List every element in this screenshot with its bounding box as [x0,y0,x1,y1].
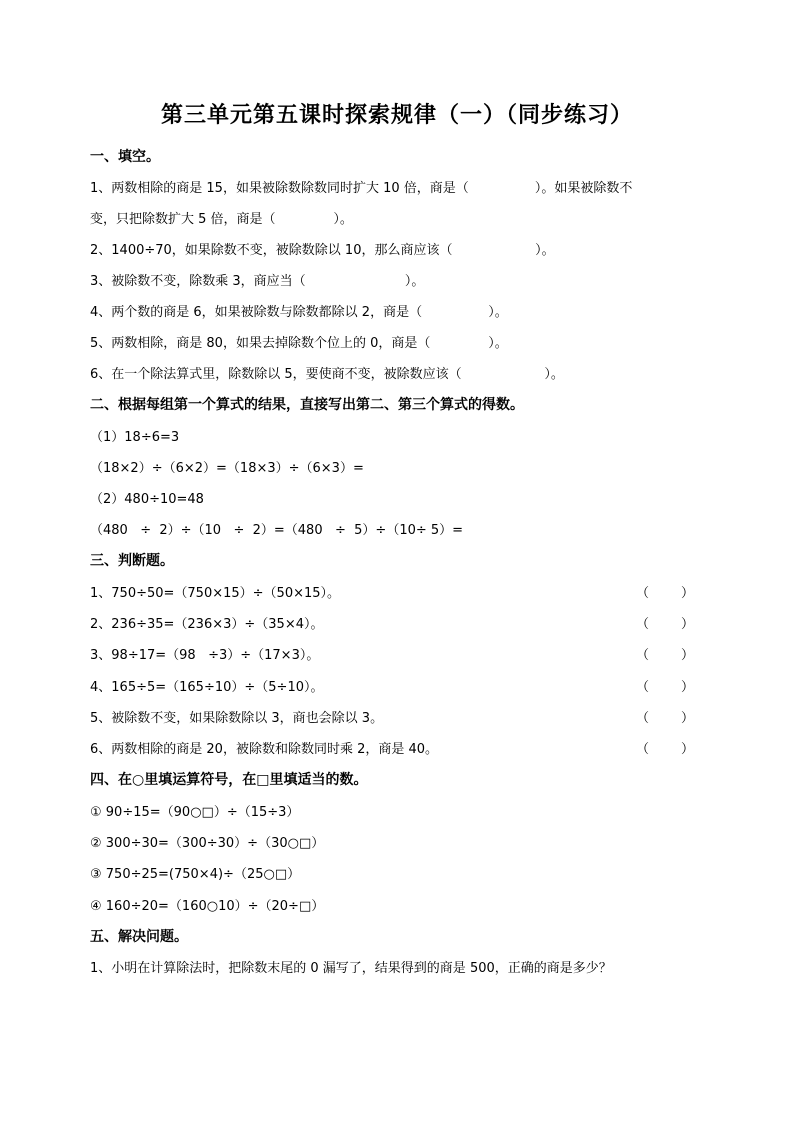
group-2-derived: （480 ÷ 2）÷（10 ÷ 2）=（480 ÷ 5）÷（10÷ 5）= [90,523,464,538]
operator-item-2: ② 300÷30=（300÷30）÷（30○□） [90,836,325,851]
section-2-heading: 二、根据每组第一个算式的结果，直接写出第二、第三个算式的得数。 [90,397,524,413]
fill-blank-item-2: 2、1400÷70，如果除数不变，被除数除以 10，那么商应该（ ）。 [90,243,555,258]
paren-close: ） [680,680,694,695]
judge-item-2: 2、236÷35=（236×3）÷（35×4）。 [90,617,324,632]
judge-answer-blank-3[interactable] [636,644,694,663]
fill-blank-item-5: 5、两数相除，商是 80，如果去掉除数个位上的 0，商是（ ）。 [90,336,508,351]
judge-item-3: 3、98÷17=（98 ÷3）÷（17×3）。 [90,648,320,663]
judge-item-5: 5、被除数不变，如果除数除以 3，商也会除以 3。 [90,711,384,726]
paren-close: ） [680,586,694,601]
fill-blank-item-6: 6、在一个除法算式里，除数除以 5，要使商不变，被除数应该（ ）。 [90,367,564,382]
judge-answer-blank-4[interactable] [636,676,694,695]
section-5-heading: 五、解决问题。 [90,929,188,945]
judge-item-4: 4、165÷5=（165÷10）÷（5÷10）。 [90,680,324,695]
judge-item-1: 1、750÷50=（750×15）÷（50×15）。 [90,586,341,601]
operator-item-1: ① 90÷15=（90○□）÷（15÷3） [90,805,300,820]
paren-open: （ [636,711,650,726]
group-1-given: （1）18÷6=3 [90,430,180,445]
operator-item-3: ③ 750÷25=(750×4)÷（25○□） [90,867,301,882]
paren-open: （ [636,586,650,601]
fill-blank-item-3: 3、被除数不变，除数乘 3，商应当（ ）。 [90,274,425,289]
paren-open: （ [636,742,650,757]
paren-open: （ [636,617,650,632]
operator-item-4: ④ 160÷20=（160○10）÷（20÷□） [90,899,325,914]
section-3-heading: 三、判断题。 [90,553,174,569]
paren-close: ） [680,711,694,726]
paren-open: （ [636,648,650,663]
fill-blank-item-4: 4、两个数的商是 6，如果被除数与除数都除以 2，商是（ ）。 [90,305,508,320]
section-1-heading: 一、填空。 [90,149,160,165]
judge-answer-blank-1[interactable] [636,582,694,601]
paren-close: ） [680,617,694,632]
judge-answer-blank-5[interactable] [636,707,694,726]
judge-answer-blank-6[interactable] [636,738,694,757]
group-1-derived: （18×2）÷（6×2）=（18×3）÷（6×3）= [90,461,364,476]
judge-item-6: 6、两数相除的商是 20，被除数和除数同时乘 2，商是 40。 [90,742,439,757]
paren-close: ） [680,742,694,757]
fill-blank-item-1: 1、两数相除的商是 15，如果被除数除数同时扩大 10 倍，商是（ ）。如果被除数不 [90,181,633,196]
page-title: 第三单元第五课时探索规律（一）（同步练习） [160,102,633,128]
fill-blank-item-1-cont: 变，只把除数扩大 5 倍，商是（ ）。 [90,212,353,227]
judge-answer-blank-2[interactable] [636,613,694,632]
paren-close: ） [680,648,694,663]
paren-open: （ [636,680,650,695]
section-4-heading: 四、在○里填运算符号，在□里填适当的数。 [90,772,368,788]
group-2-given: （2）480÷10=48 [90,492,204,507]
word-problem-1: 1、小明在计算除法时，把除数末尾的 0 漏写了，结果得到的商是 500，正确的商是多少？ [90,961,612,976]
